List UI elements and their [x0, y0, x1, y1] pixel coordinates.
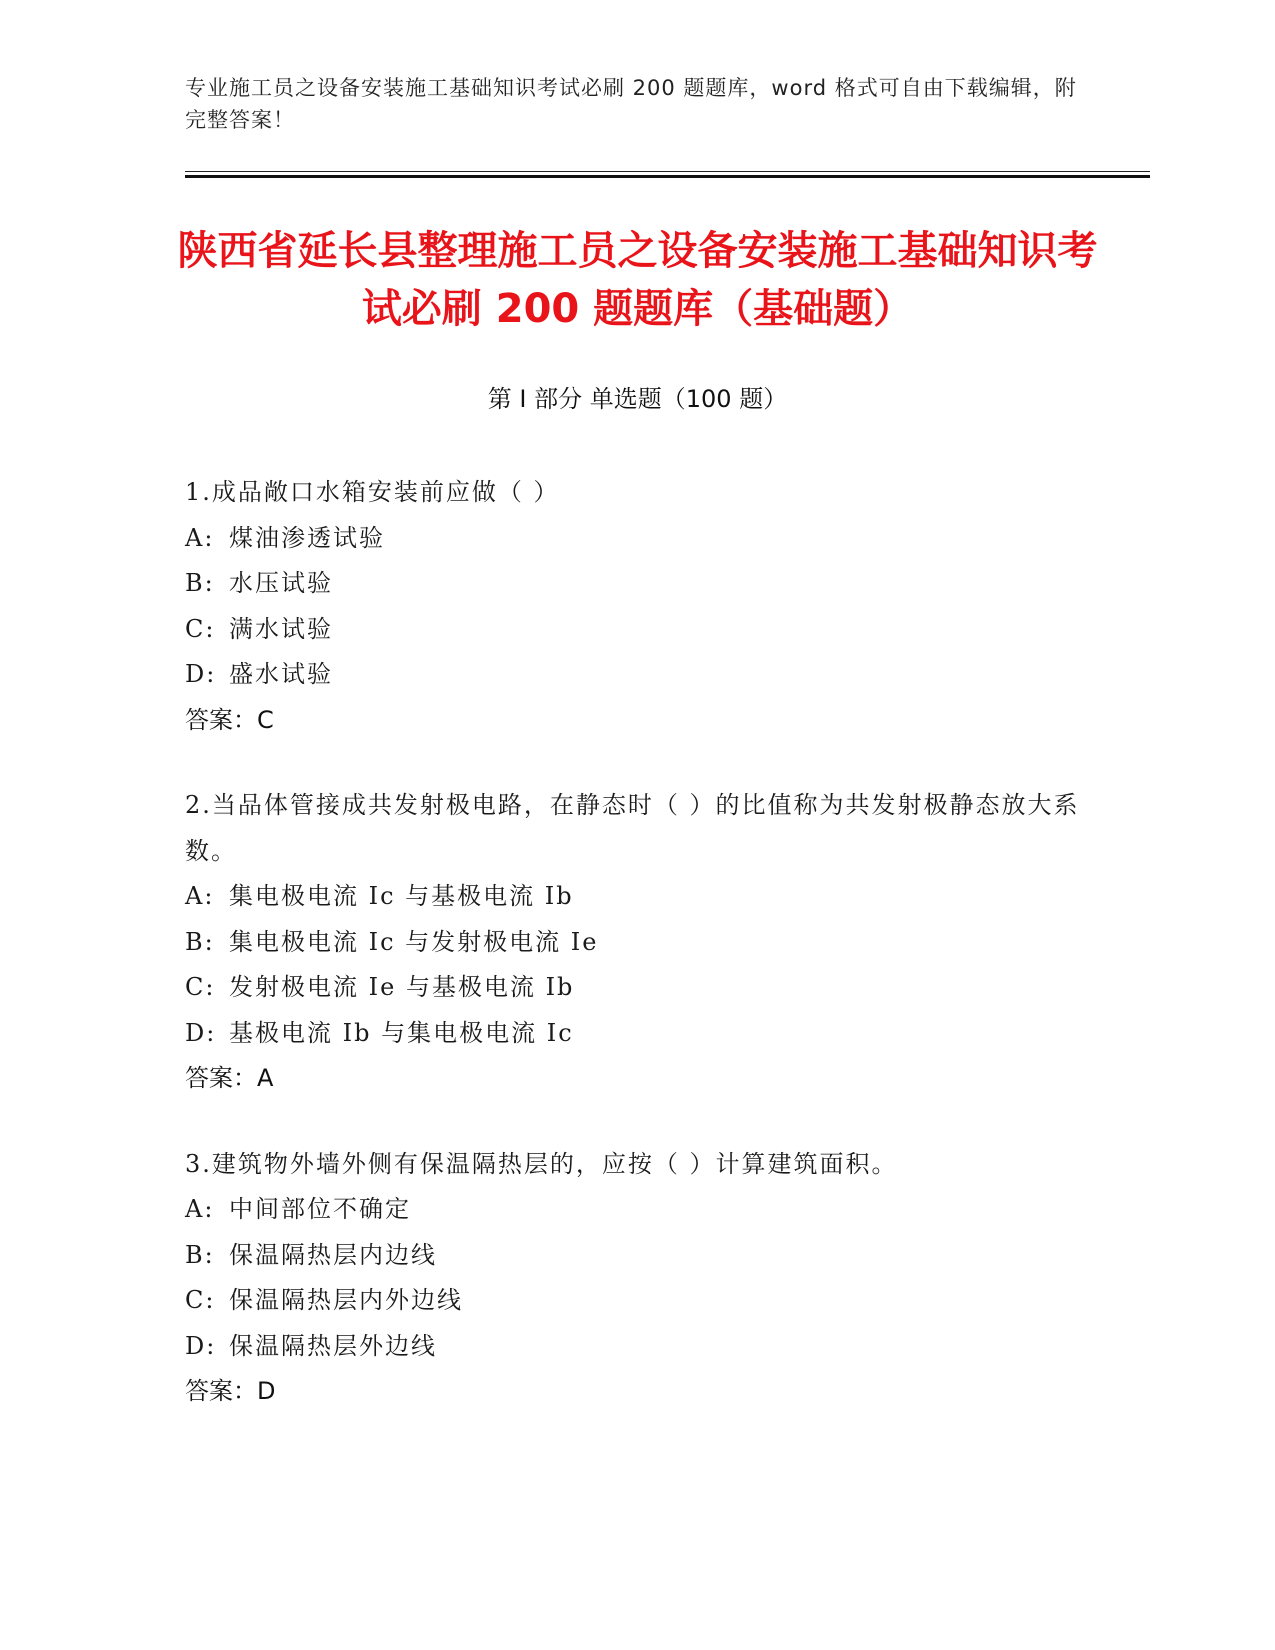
option-c — [185, 965, 1085, 1011]
option-key: C: — [185, 1286, 216, 1314]
option-text: 煤油渗透试验 — [229, 523, 385, 552]
header-note: 专业施工员之设备安装施工基础知识考试必刷 200 题题库，word 格式可自由下载编辑，附完整答案！ — [185, 76, 1077, 132]
question-3 — [185, 1142, 1085, 1415]
option-d — [185, 1011, 1085, 1057]
option-text: 基极电流 Ib 与集电极电流 Ic — [229, 1018, 574, 1047]
option-a — [185, 516, 1085, 562]
header-rule-thick — [185, 175, 1150, 178]
option-text: 保温隔热层外边线 — [229, 1331, 437, 1360]
option-text: 发射极电流 Ie 与基极电流 Ib — [229, 973, 575, 1001]
option-b — [185, 1233, 1085, 1279]
option-key: B: — [185, 1240, 215, 1269]
answer: 答案：C — [185, 705, 274, 734]
option-a — [185, 874, 1085, 920]
document-title: 陕西省延长县整理施工员之设备安装施工基础知识考试必刷 200 题题库（基础题） — [177, 228, 1098, 332]
option-key: B: — [185, 927, 215, 956]
option-text: 保温隔热层内边线 — [229, 1240, 437, 1269]
section-heading: 第 I 部分 单选题（100 题） — [487, 385, 788, 413]
option-key: D: — [185, 660, 217, 688]
option-text: 水压试验 — [229, 569, 333, 597]
question-2 — [185, 783, 1085, 1102]
option-key: A: — [185, 523, 215, 552]
option-text: 集电极电流 Ic 与基极电流 Ib — [229, 882, 574, 910]
option-key: C: — [185, 614, 216, 643]
question-stem: 1.成品敞口水箱安装前应做（ ） — [185, 478, 560, 506]
option-d — [185, 652, 1085, 698]
question-stem: 3.建筑物外墙外侧有保温隔热层的，应按（ ）计算建筑面积。 — [185, 1149, 898, 1178]
answer: 答案：A — [185, 1064, 274, 1092]
question-stem: 2.当品体管接成共发射极电路，在静态时（ ）的比值称为共发射极静态放大系数。 — [185, 791, 1080, 865]
option-d — [185, 1324, 1085, 1370]
option-text: 满水试验 — [229, 614, 333, 643]
option-a — [185, 1187, 1085, 1233]
option-text: 盛水试验 — [229, 660, 333, 688]
header-rule-thin — [185, 171, 1150, 172]
option-b — [185, 561, 1085, 607]
option-text: 集电极电流 Ic 与发射极电流 Ie — [229, 927, 599, 956]
option-c — [185, 1278, 1085, 1324]
answer: 答案：D — [185, 1377, 276, 1405]
option-key: A: — [185, 882, 215, 910]
option-b — [185, 920, 1085, 966]
option-text: 中间部位不确定 — [229, 1195, 411, 1223]
option-key: C: — [185, 973, 216, 1001]
option-key: A: — [185, 1195, 215, 1223]
question-list — [185, 470, 1085, 1455]
option-key: B: — [185, 569, 215, 597]
option-key: D: — [185, 1331, 217, 1360]
option-key: D: — [185, 1018, 217, 1047]
question-1 — [185, 470, 1085, 743]
option-text: 保温隔热层内外边线 — [229, 1286, 463, 1314]
option-c — [185, 607, 1085, 653]
